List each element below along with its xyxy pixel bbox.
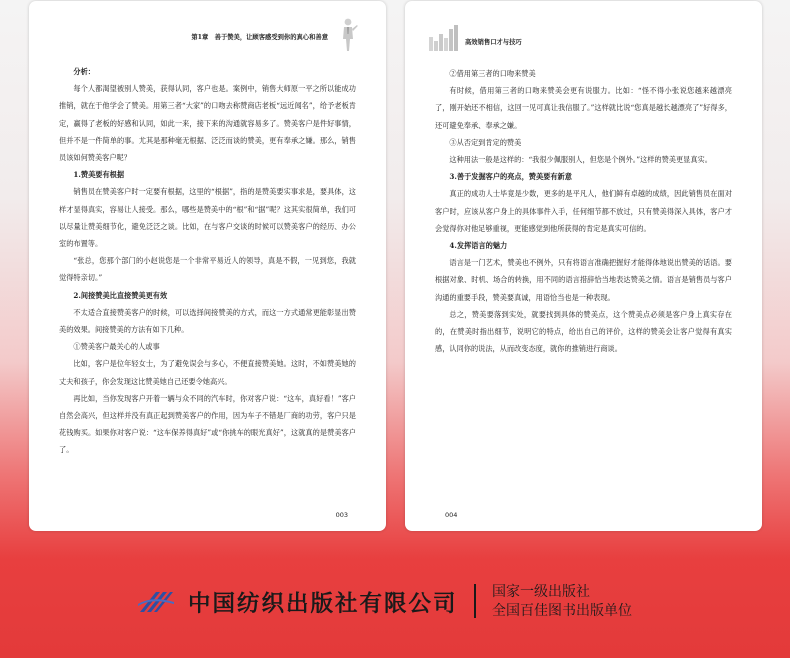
section-heading: 4.发挥语言的魅力 — [449, 241, 508, 251]
paragraph: “张总，您那个部门的小赵说您是一个非常平易近人的领导，真是不假，一见到您，我就觉得特亲切。” — [59, 256, 356, 283]
section-heading: 1.赞美要有根据 — [73, 170, 125, 180]
businessman-figure-icon — [336, 17, 360, 53]
publisher-name: 中国纺织出版社有限公司 — [188, 591, 458, 617]
paragraph: 比如，客户是位年轻女士，为了避免误会与多心，不便直接赞美她。这时，不如赞美她的丈夫和孩子，你会发现这比赞美她自己还要令她高兴。 — [59, 359, 356, 386]
page-number: 004 — [445, 511, 458, 519]
section-heading: 2.间接赞美比直接赞美更有效 — [73, 290, 168, 300]
paragraph: ③从否定到肯定的赞美 — [449, 137, 522, 147]
publisher-tagline-2: 全国百佳图书出版单位 — [492, 603, 632, 619]
paragraph: 这种用法一般是这样的：“我很少佩服别人，但您是个例外。”这样的赞美更显真实。 — [449, 155, 712, 165]
paragraph: 总之，赞美要落到实处，就要找到具体的赞美点，这个赞美点必须是客户身上真实存在的，在赞美时指出细节，说明它的特点，给出自己的评价，这样的赞美会让客户觉得有真实感，认同你的说法，从而改变态度，就你的推销进行商谈。 — [435, 309, 732, 354]
left-page-header — [45, 15, 370, 55]
bar-graphic-icon — [429, 25, 461, 51]
paragraph: ①赞美客户最关心的人或事 — [73, 342, 160, 352]
paragraph: ②借用第三者的口吻来赞美 — [449, 69, 536, 78]
paragraph: 不太适合直接赞美客户的时候，可以选择间接赞美的方式，而这一方式通常更能彰显出赞美的效果。间接赞美的方法有如下几种。 — [59, 307, 356, 335]
left-page — [29, 1, 386, 531]
right-page-body — [435, 65, 732, 357]
paragraph: 语言是一门艺术，赞美也不例外，只有将语言准确把握好才能得体地说出赞美的话语。要根据对象、时机、场合的转换，用不同的语言措辞恰当地表达赞美之情。语言是销售员与客户沟通的重要手段，赞美要真诚，用语恰当也是一种表现。 — [435, 258, 732, 302]
chapter-title: 第1章 善于赞美，让顾客感受到你的真心和善意 — [191, 34, 328, 41]
section-heading: 分析： — [73, 67, 95, 76]
paragraph: 有时候，借用第三者的口吻来赞美会更有说服力。比如：“怪不得小张说您越来越漂亮了，刚开始还不相信，这回一见可真让我信服了。”这样就比说“您真是越长越漂亮了”好得多，还可避免奉承、奉承之嫌。 — [435, 86, 732, 130]
publisher-tagline-1: 国家一级出版社 — [492, 584, 590, 600]
book-title: 高效销售口才与技巧 — [465, 39, 522, 46]
paragraph: 再比如，当你发现客户开着一辆与众不同的汽车时，你对客户说：“这车，真好看！”客户自然会高兴，但这样并没有真正起到赞美客户的作用，因为车子不错是厂商的功劳，客户只是花钱购买。如果你对客户说：“这车保养得真好”或“你挑车的眼光真好”，这就真的是赞美客户了。 — [59, 393, 356, 455]
paragraph: 销售员在赞美客户时一定要有根据，这里的“根据”，指的是赞美要实事求是，要具体，这样才显得真实，容易让人接受。那么，哪些是赞美中的“根”和“据”呢？这其实很简单，我们可以尽量让赞美细节化，避免泛泛之谈。比如，在与客户交谈的时候可以赞美客户的经历、办公室的布置等。 — [59, 187, 356, 249]
right-page-header — [421, 15, 746, 55]
section-heading: 3.善于发掘客户的亮点，赞美要有新意 — [449, 172, 572, 182]
right-page — [405, 1, 762, 531]
publisher-footer — [138, 578, 658, 628]
paragraph: 真正的成功人士毕竟是少数，更多的是平凡人，他们鲜有卓越的成绩，因此销售员在面对客户时，应该从客户身上的具体事件入手，任何细节都不放过，只有赞美得深入具体，客户才会觉得你对他足够重视，更能感觉到他所获得的肯定是真实可信的。 — [435, 189, 732, 233]
left-page-body — [59, 63, 356, 459]
paragraph: 每个人都渴望被别人赞美，获得认同，客户也是。案例中，销售大师原一平之所以能成功推销，就在于他学会了赞美。用第三者“大家”的口吻去称赞商店老板“远近闻名”，给予老板肯定，赢得了老板的好感和认同，如此一来，接下来的沟通就容易多了。赞美客户是件好事情，但并不是一件简单的事。尤其是那种毫无根据、泛泛而谈的赞美，更有奉承之嫌。那么，销售员该如何赞美客户呢？ — [59, 84, 356, 163]
footer-divider — [474, 584, 476, 618]
page-number: 003 — [335, 511, 348, 519]
publisher-logo-icon — [138, 586, 174, 616]
